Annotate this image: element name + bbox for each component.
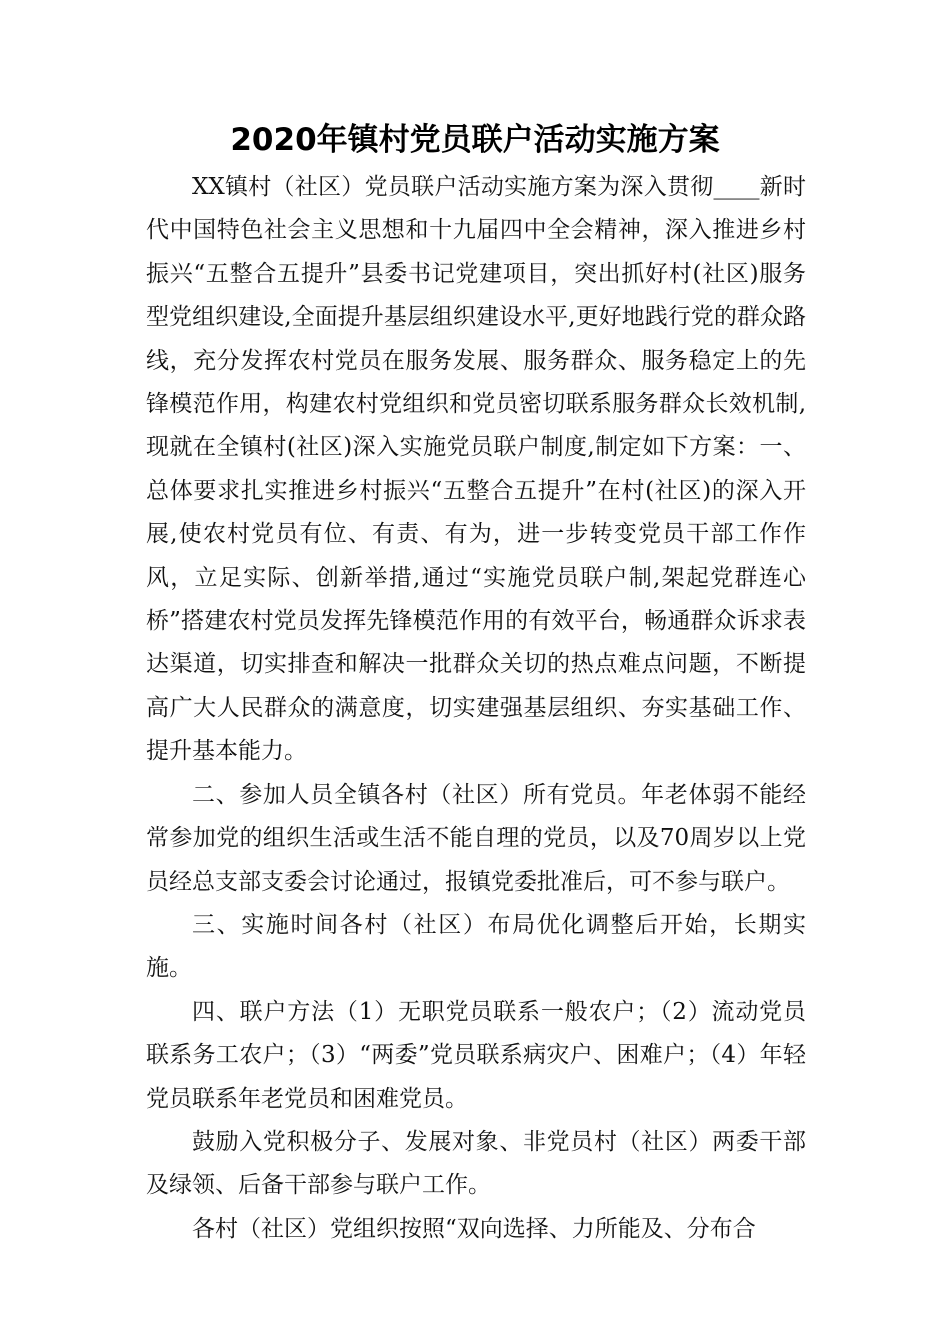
paragraph-encourage: 鼓励入党积极分子、发展对象、非党员村（社区）两委干部及绿领、后备干部参与联户工作。 — [146, 1128, 806, 1199]
paragraph-organization: 各村（社区）党组织按照“双向选择、力所能及、分布合 — [192, 1215, 756, 1242]
paragraph-participants: 二、参加人员全镇各村（社区）所有党员。年老体弱不能经常参加党的组织生活或生活不能自理的党员，以及70周岁以上党员经总支部支委会讨论通过，报镇党委批准后，可不参与联户。 — [146, 781, 806, 895]
paragraph-schedule: 三、实施时间各村（社区）布局优化调整后开始，长期实施。 — [146, 911, 806, 982]
paragraph-intro: XX镇村（社区）党员联户活动实施方案为深入贯彻____新时代中国特色社会主义思想和十九届四中全会精神，深入推进乡村振兴“五整合五提升”县委书记党建项目，突出抓好村(社区)服务型党组织建设,全面提升基层组织建设水平,更好地践行党的群众路线，充分发挥农村党员在服务发展、服务群众、服务稳定上的先锋模范作用，构建农村党组织和党员密切联系服务群众长效机制,现就在全镇村(社区)深入实施党员联户制度,制定如下方案：一、总体要求扎实推进乡村振兴“五整合五提升”在村(社区)的深入开展,使农村党员有位、有责、有为，进一步转变党员干部工作作风，立足实际、创新举措,通过“实施党员联户制,架起党群连心桥”搭建农村党员发挥先锋模范作用的有效平台，畅通群众诉求表达渠道，切实排查和解决一批群众关切的热点难点问题，不断提高广大人民群众的满意度，切实建强基层组织、夯实基础工作、提升基本能力。 — [146, 174, 806, 765]
document-body — [146, 166, 806, 1251]
paragraph-method: 四、联户方法（1）无职党员联系一般农户；（2）流动党员联系务工农户；（3）“两委”党员联系病灾户、困难户；（4）年轻党员联系年老党员和困难党员。 — [146, 998, 806, 1112]
document-title: 2020年镇村党员联户活动实施方案 — [230, 122, 720, 158]
